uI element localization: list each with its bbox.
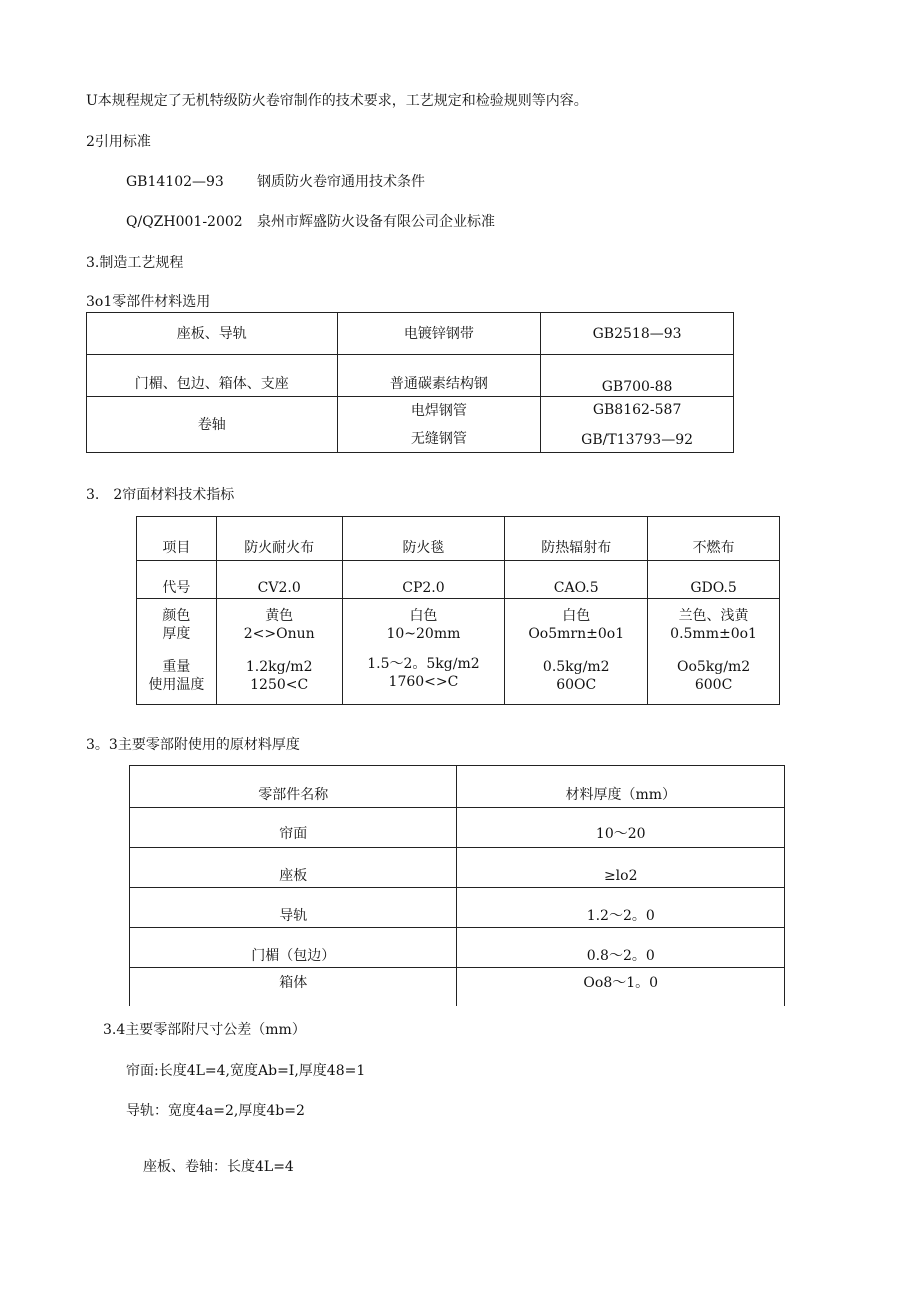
property-cell: [216, 599, 342, 705]
table-row: [137, 599, 780, 705]
header-cell: 防火毯: [342, 517, 505, 561]
temperature-value: 1760<>C: [388, 674, 459, 690]
property-cell: [648, 599, 780, 705]
thickness-cell: 10～20: [457, 808, 785, 848]
part-cell: 座板、导轨: [87, 313, 338, 355]
table-row: [130, 968, 785, 1006]
ref-title-2: 泉州市辉盛防火设备有限公司企业标准: [257, 214, 495, 230]
ref-title-1: 钢质防火卷帘通用技术条件: [257, 174, 425, 190]
section-3-heading: 3.制造工艺规程: [86, 255, 184, 271]
materials-table: [86, 312, 734, 453]
property-label-cell: [137, 599, 217, 705]
code-cell: CAO.5: [505, 561, 648, 599]
thickness-value: 0.5mm±0o1: [670, 626, 757, 642]
thickness-table: [129, 765, 785, 1006]
weight-value: Oo5kg∕m2: [676, 659, 751, 675]
table-row: [87, 397, 734, 453]
table-row: [130, 928, 785, 968]
tolerance-line-3: 座板、卷轴：长度4L=4: [143, 1159, 294, 1175]
part-name-cell: 箱体: [130, 968, 457, 1006]
table-row: [87, 313, 734, 355]
ref-code-1: GB14102—93: [126, 174, 224, 190]
header-cell: 防热辐射布: [505, 517, 648, 561]
part-cell: 门楣、包边、箱体、支座: [87, 355, 338, 397]
property-cell: [342, 599, 505, 705]
standard-line-2: GB/T13793—92: [581, 431, 694, 448]
code-label-cell: 代号: [137, 561, 217, 599]
color-value: 兰色、浅黄: [678, 608, 749, 624]
property-cell: [505, 599, 648, 705]
table-row: [137, 517, 780, 561]
part-name-cell: 导轨: [130, 888, 457, 928]
tolerance-line-2: 导轨：宽度4a=2,厚度4b=2: [126, 1103, 305, 1119]
color-value: 白色: [562, 608, 591, 624]
header-cell: 材料厚度（mm）: [457, 766, 785, 808]
part-name-cell: 座板: [130, 848, 457, 888]
header-cell: 零部件名称: [130, 766, 457, 808]
intro-text: U本规程规定了无机特级防火卷帘制作的技术要求，工艺规定和检验规则等内容。: [86, 93, 588, 109]
part-cell: 卷轴: [87, 397, 338, 453]
thickness-cell: 1.2～2。0: [457, 888, 785, 928]
thickness-value: 2<>Onun: [243, 626, 315, 642]
section-3-2-heading: 3. 2帘面材料技术指标: [86, 487, 235, 503]
tolerance-line-1: 帘面:长度4L=4,宽度Ab=I,厚度48=1: [126, 1063, 366, 1079]
thickness-value: 10~20mm: [386, 626, 461, 642]
ref-code-2: Q/QZH001-2002: [126, 214, 243, 230]
color-value: 黄色: [265, 608, 294, 624]
weight-value: 0.5kg∕m2: [542, 659, 610, 675]
header-cell: 防火耐火布: [216, 517, 342, 561]
weight-value: 1.2kg∕m2: [245, 659, 313, 675]
header-cell: 不燃布: [648, 517, 780, 561]
curtain-spec-table: [136, 516, 780, 705]
material-cell: [337, 397, 541, 453]
standard-cell: [541, 397, 734, 453]
temperature-value: 60OC: [556, 677, 597, 693]
section-3-3-heading: 3。3主要零部附使用的原材料厚度: [86, 737, 300, 753]
header-cell: 项目: [137, 517, 217, 561]
material-cell: 普通碳素结构钢: [337, 355, 541, 397]
temperature-value: 600C: [694, 677, 733, 693]
part-name-cell: 帘面: [130, 808, 457, 848]
section-2-heading: 2引用标准: [86, 134, 151, 150]
table-row: [130, 888, 785, 928]
table-row: [130, 848, 785, 888]
section-3-1-heading: 3o1零部件材料选用: [86, 294, 211, 310]
material-line-2: 无缝钢管: [410, 430, 467, 447]
material-cell: 电镀锌钢带: [337, 313, 541, 355]
thickness-cell: ≥lo2: [457, 848, 785, 888]
section-3-4-heading: 3.4主要零部附尺寸公差（mm）: [103, 1022, 306, 1038]
thickness-value: Oo5mrn±0o1: [528, 626, 625, 642]
code-cell: GDO.5: [648, 561, 780, 599]
standard-cell: GB700-88: [541, 355, 734, 397]
table-row: [137, 561, 780, 599]
thickness-cell: 0.8～2。0: [457, 928, 785, 968]
temperature-value: 1250<C: [250, 677, 309, 693]
material-line-1: 电焊钢管: [410, 402, 467, 419]
table-row: [130, 808, 785, 848]
thickness-cell: Oo8～1。0: [457, 968, 785, 1006]
code-cell: CV2.0: [216, 561, 342, 599]
standard-cell: GB2518—93: [541, 313, 734, 355]
part-name-cell: 门楣（包边）: [130, 928, 457, 968]
weight-value: 1.5～2。5kg∕m2: [367, 656, 480, 672]
color-value: 白色: [409, 608, 438, 624]
table-row: [130, 766, 785, 808]
code-cell: CP2.0: [342, 561, 505, 599]
standard-line-1: GB8162-587: [592, 401, 682, 418]
color-label: 颜色: [162, 608, 191, 624]
temperature-label: 使用温度: [148, 677, 205, 693]
table-row: [87, 355, 734, 397]
weight-label: 重量: [162, 659, 191, 675]
thickness-label: 厚度: [162, 626, 191, 642]
